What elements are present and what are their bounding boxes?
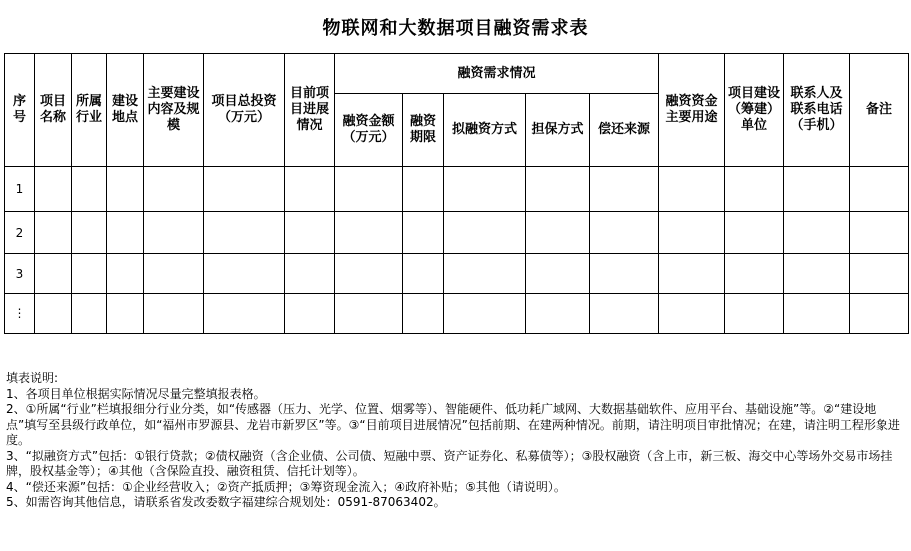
note-item-2: 2、①所属“行业”栏填报细分行业分类，如“传感器（压力、光学、位置、烟雾等）、智能硬件、低功耗广域网、大数据基础软件、应用平台、基础设施”等。②“建设地点”填写至县级行政单位，如“福州市罗源县、龙岩市新罗区”等。③“目前项目进展情况”包括前期、在建两种情况。前期，请注明项目审批情况；在建，请注明工程形象进度。 <box>6 402 900 447</box>
header-content-scale: 主要建设内容及规模 <box>144 54 204 167</box>
table-row <box>5 167 909 212</box>
cell[interactable] <box>850 212 909 254</box>
cell[interactable] <box>35 294 72 334</box>
financing-table <box>4 53 909 334</box>
table-row <box>5 254 909 294</box>
cell[interactable] <box>72 254 107 294</box>
cell[interactable] <box>285 254 335 294</box>
header-contact: 联系人及联系电话（手机） <box>784 54 850 167</box>
header-repayment: 偿还来源 <box>590 94 659 167</box>
cell[interactable] <box>204 294 285 334</box>
table-title: 物联网和大数据项目融资需求表 <box>322 18 589 39</box>
cell[interactable] <box>335 294 403 334</box>
header-method: 拟融资方式 <box>444 94 526 167</box>
cell[interactable] <box>335 254 403 294</box>
cell[interactable] <box>107 294 144 334</box>
cell[interactable] <box>144 167 204 212</box>
header-project-name: 项目名称 <box>35 54 72 167</box>
cell[interactable] <box>659 254 725 294</box>
cell[interactable] <box>590 167 659 212</box>
cell[interactable] <box>444 254 526 294</box>
header-industry: 所属行业 <box>72 54 107 167</box>
cell[interactable] <box>403 167 444 212</box>
cell[interactable] <box>72 212 107 254</box>
header-guarantee: 担保方式 <box>526 94 590 167</box>
header-total-investment: 项目总投资（万元） <box>204 54 285 167</box>
note-item-5: 5、如需咨询其他信息，请联系省发改委数字福建综合规划处：0591-87063402。 <box>6 495 446 509</box>
cell[interactable] <box>526 254 590 294</box>
cell[interactable] <box>526 294 590 334</box>
note-item-3: 3、“拟融资方式”包括：①银行贷款；②债权融资（含企业债、公司债、短融中票、资产证券化、私募债等）；③股权融资（含上市，新三板、海交中心等场外交易市场挂牌，股权基金等）；④其他（含保险直投、融资租赁、信托计划等）。 <box>6 448 893 478</box>
cell[interactable] <box>850 167 909 212</box>
cell[interactable] <box>144 294 204 334</box>
row-number: 1 <box>5 167 35 212</box>
cell[interactable] <box>403 294 444 334</box>
cell[interactable] <box>784 294 850 334</box>
header-amount: 融资金额（万元） <box>335 94 403 167</box>
cell[interactable] <box>204 212 285 254</box>
cell[interactable] <box>659 212 725 254</box>
cell[interactable] <box>444 212 526 254</box>
cell[interactable] <box>285 167 335 212</box>
cell[interactable] <box>526 212 590 254</box>
cell[interactable] <box>403 254 444 294</box>
note-item-1: 1、各项目单位根据实际情况尽量完整填报表格。 <box>6 386 266 401</box>
fill-instructions <box>6 371 906 511</box>
header-progress: 目前项目进展情况 <box>285 54 335 167</box>
cell[interactable] <box>285 212 335 254</box>
header-term: 融资期限 <box>403 94 444 167</box>
cell[interactable] <box>403 212 444 254</box>
cell[interactable] <box>204 167 285 212</box>
header-remark: 备注 <box>850 54 909 167</box>
cell[interactable] <box>335 212 403 254</box>
cell[interactable] <box>725 254 784 294</box>
cell[interactable] <box>590 294 659 334</box>
cell[interactable] <box>590 212 659 254</box>
row-number: 2 <box>5 212 35 254</box>
cell[interactable] <box>725 212 784 254</box>
cell[interactable] <box>335 167 403 212</box>
cell[interactable] <box>784 212 850 254</box>
notes-heading: 填表说明: <box>6 371 59 385</box>
cell[interactable] <box>725 167 784 212</box>
header-seq: 序号 <box>5 54 35 167</box>
cell[interactable] <box>107 254 144 294</box>
header-usage: 融资资金主要用途 <box>659 54 725 167</box>
cell[interactable] <box>204 254 285 294</box>
cell[interactable] <box>784 167 850 212</box>
cell[interactable] <box>444 167 526 212</box>
cell[interactable] <box>285 294 335 334</box>
cell[interactable] <box>72 294 107 334</box>
cell[interactable] <box>35 167 72 212</box>
table-row <box>5 212 909 254</box>
cell[interactable] <box>35 254 72 294</box>
cell[interactable] <box>590 254 659 294</box>
cell[interactable] <box>659 167 725 212</box>
header-financing-group: 融资需求情况 <box>335 54 659 94</box>
header-builder: 项目建设（筹建）单位 <box>725 54 784 167</box>
cell[interactable] <box>144 212 204 254</box>
note-item-4: 4、“偿还来源”包括：①企业经营收入；②资产抵质押；③筹资现金流入；④政府补贴；⑤其他（请说明）。 <box>6 479 566 494</box>
cell[interactable] <box>725 294 784 334</box>
cell[interactable] <box>144 254 204 294</box>
cell[interactable] <box>72 167 107 212</box>
cell[interactable] <box>784 254 850 294</box>
cell[interactable] <box>850 294 909 334</box>
cell[interactable] <box>107 167 144 212</box>
table-row <box>5 294 909 334</box>
cell[interactable] <box>107 212 144 254</box>
row-number: 3 <box>5 254 35 294</box>
row-ellipsis: ⋮ <box>5 294 35 334</box>
cell[interactable] <box>35 212 72 254</box>
header-location: 建设地点 <box>107 54 144 167</box>
cell[interactable] <box>526 167 590 212</box>
cell[interactable] <box>850 254 909 294</box>
cell[interactable] <box>659 294 725 334</box>
cell[interactable] <box>444 294 526 334</box>
